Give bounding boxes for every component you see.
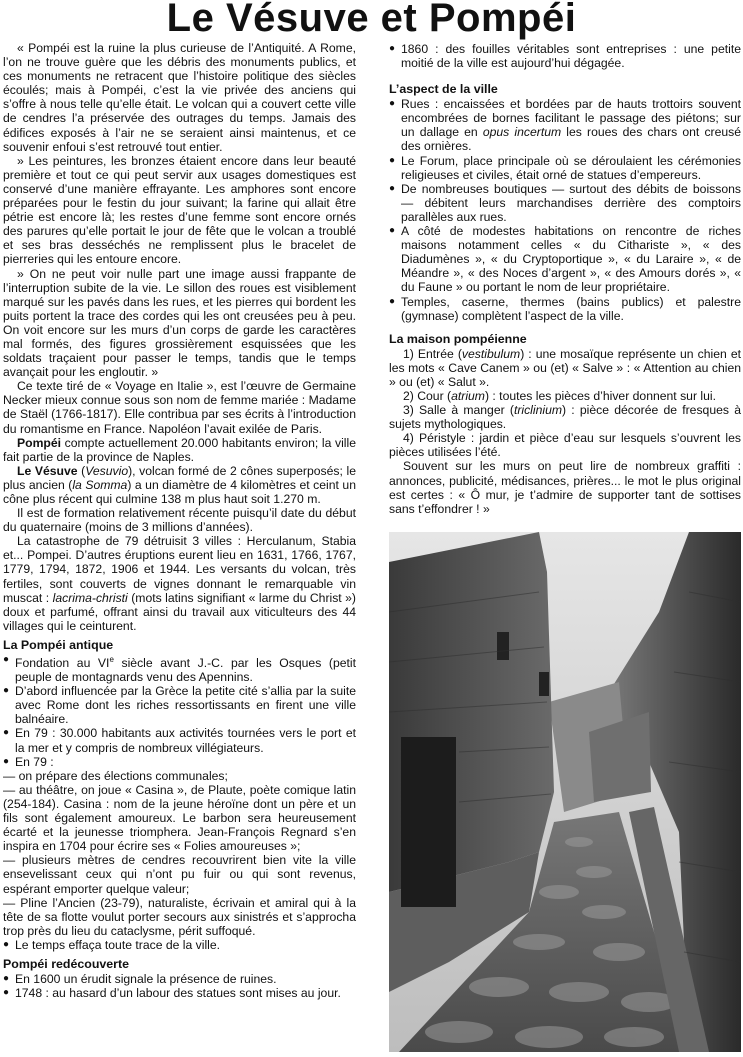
maison-item-3	[389, 403, 741, 431]
list-item	[3, 653, 356, 684]
m2-term: atrium	[451, 388, 485, 403]
m1-a: 1) Entrée (	[403, 346, 462, 361]
m1-b: ) : une mosaïque représente un chien et les mots « Cave Canem » ou (et) « Salve » : « Attention au chien » ou (et) « Salut ».	[389, 346, 741, 389]
pompei-paragraph	[3, 436, 356, 464]
list-item: ● D’abord influencée par la Grèce la petite cité s’allia par la suite avec Rome dont les riches ressortissants en firent une ville balnéaire.	[3, 684, 356, 726]
antique-b1-a: Fondation au VI	[15, 656, 110, 670]
graffiti-paragraph: Souvent sur les murs on peut lire de nombreux graffiti : annonces, publicité, médisances, prières... le mot le plus original est certes : « Ô mur, je t’admire de supporter tant de sottises sans t’effondrer ! »	[389, 459, 741, 516]
right-column	[389, 42, 741, 516]
vesuve-latin: Vesuvio	[85, 463, 129, 478]
aspect-heading: L’aspect de la ville	[389, 82, 498, 97]
source-paragraph: Ce texte tiré de « Voyage en Italie », est l’œuvre de Germaine Necker mieux connue sous son nom de femme mariée : Madame de Staël (1766-1817). Elle contribua par ses écrits à l’introduction du romantisme en France. Napoléon l’avait exilée de Paris.	[3, 379, 356, 436]
antique-heading: La Pompéi antique	[3, 637, 114, 652]
photo-drawing	[389, 532, 741, 1052]
list-item: ● 1860 : des fouilles véritables sont entreprises : une petite moitié de la ville est aujourd’hui dégagée.	[389, 42, 741, 70]
left-column	[3, 41, 356, 1000]
vesuve-text-a: (	[77, 463, 86, 478]
list-item: ● Le Forum, place principale où se déroulaient les cérémonies religieuses et civiles, était orné de statues d’empereurs.	[389, 154, 741, 182]
rues-text-b: les roues des chars ont creusé des ornières.	[401, 125, 742, 154]
m3-term: triclinium	[513, 403, 563, 418]
list-item: ● En 79 :	[3, 755, 356, 769]
vesuve-text-b: ), volcan formé de 2 cônes superposés; le plus ancien (	[3, 463, 356, 492]
m2-b: ) : toutes les pièces d’hiver donnent sur lui.	[484, 388, 716, 403]
list-item: ● Le temps effaça toute trace de la ville.	[3, 938, 356, 952]
catastrophe-text-b: (mots latins signifiant « larme du Christ ») doux et parfumé, offrant ainsi du travail aux viticulteurs des 44 villages qui le ceinturent.	[3, 590, 356, 633]
antique-b1-sup: e	[109, 654, 114, 664]
antique-list	[3, 653, 356, 769]
rues-term: opus incertum	[482, 125, 562, 140]
list-item: ● En 1600 un érudit signale la présence de ruines.	[3, 972, 356, 986]
vesuve-text-c: ) a un diamètre de 4 kilomètres et ceint un cône plus récent qui culmine 138 m plus haut soit 1.270 m.	[3, 477, 356, 506]
dash-item: — Pline l’Ancien (23-79), naturaliste, écrivain et amiral qui à la tête de sa flotte voulut porter secours aux sinistrés et s’approcha trop près du lieu du cataclysme, périt suffoqué.	[3, 895, 356, 938]
list-item: ● A côté de modestes habitations on rencontre de riches maisons notamment celles « du Cithariste », « des Diadumènes », « du Cryptoportique », « du Laraire », « de Méandre », « des Noces d’argent », « des Amours dorés », « du Faune » ou portant le nom de leur propriétaire.	[389, 224, 741, 294]
quote-paragraph-3: » On ne peut voir nulle part une image aussi frappante de l’interruption subite de la vie. Le sillon des roues est visiblement marqué sur les pavés dans les rues, et les pierres qui bordent les puits portent la trace des cordes qui les ont creusées peu à peu. On voit encore sur les murs d’un corps de garde les caractères mal formés, des figures grossièrement esquissées que les soldats traçaient pour passer le temps, tandis que le temps avançait pour les engloutir. »	[3, 266, 356, 380]
list-item: ● Temples, caserne, thermes (bains publics) et palestre (gymnase) complètent l’aspect de la ville.	[389, 295, 741, 323]
m2-a: 2) Cour (	[403, 388, 452, 403]
list-item: ● De nombreuses boutiques — surtout des débits de boissons — débitent leurs marchandises derrière des comptoirs parallèles aux rues.	[389, 182, 741, 224]
m3-b: ) : pièce décorée de fresques à sujets mythologiques.	[389, 403, 741, 432]
antique-list-end	[3, 938, 356, 952]
antique-b1-b: siècle avant J.-C. par les Osques (petit peuple de montagnards venu des Apennins.	[15, 656, 356, 685]
maison-item-4: 4) Péristyle : jardin et pièce d’eau sur lesquels s’ouvrent les pièces utilisées l’été.	[389, 431, 741, 460]
m1-term: vestibulum	[461, 346, 521, 361]
catastrophe-paragraph	[3, 534, 356, 633]
page-title: Le Vésuve et Pompéi	[166, 0, 577, 40]
dash-item: — au théâtre, on joue « Casina », de Plaute, poète comique latin (254-184). Casina : nom de la jeune héroïne dont un père et un fils sont également amoureux. Le barbon sera heureusement écarté et la jeunesse triomphera. Jean-François Regnard s’en inspira en 1704 pour écrire ses « Folies amoureuses »;	[3, 782, 356, 854]
redecouverte-heading: Pompéi redécouverte	[3, 956, 130, 971]
pompeii-street-photo	[389, 532, 741, 1052]
list-item	[389, 97, 741, 153]
rues-text-a: Rues : encaissées et bordées par de hauts trottoirs souvent encombrées de bornes facilitant le passage des piétons; sur un dallage en	[401, 97, 741, 140]
maison-heading: La maison pompéienne	[389, 331, 527, 346]
aspect-list	[389, 97, 741, 323]
redecouverte-list-cont	[389, 42, 741, 70]
maison-item-1	[389, 347, 741, 389]
vesuve-somma: la Somma	[72, 477, 128, 492]
list-item: ● 1748 : au hasard d’un labour des statues sont mises au jour.	[3, 986, 356, 1000]
vesuve-paragraph	[3, 464, 356, 506]
pompei-text: compte actuellement 20.000 habitants environ; la ville fait partie de la province de Naples.	[3, 435, 356, 464]
dash-item: — plusieurs mètres de cendres recouvrirent bien vite la ville ensevelissant ceux qui n’ont pu fuir ou qui sont revenus, espérant emporter quelque valeur;	[3, 853, 356, 896]
redecouverte-list	[3, 972, 356, 1000]
maison-item-2	[389, 389, 741, 403]
formation-paragraph: Il est de formation relativement récente puisqu’il date du début du quaternaire (moins de 3 millions d’années).	[3, 506, 356, 535]
list-item: ● En 79 : 30.000 habitants aux activités tournées vers le port et la mer et y compris de nombreux villégiateurs.	[3, 726, 356, 754]
quote-paragraph-2: » Les peintures, les bronzes étaient encore dans leur beauté première et tout ce qui peut servir aux usages domestiques est conservé d’une manière effrayante. Les amphores sont encore préparées pour le festin du jour suivant; la farine qui allait être pétrie est encore là; les restes d’une femme sont encore ornés des parures qu’elle portait le jour de fête que le volcan a troublé et ses bras desséchés ne remplissent plus le bracelet de pierreries qui les entoure encore.	[3, 153, 356, 267]
catastrophe-text-a: La catastrophe de 79 détruisit 3 villes : Herculanum, Stabia et... Pompei. D’autres éruptions eurent lieu en 1631, 1766, 1767, 1779, 1794, 1872, 1906 et 1944. Les versants du volcan, très fertiles, sont couverts de vignes donnant le remarquable vin muscat :	[3, 534, 356, 605]
vesuve-label: Le Vésuve	[17, 463, 78, 478]
dash-item: — on prépare des élections communales;	[3, 768, 228, 783]
quote-paragraph-1: « Pompéi est la ruine la plus curieuse de l’Antiquité. A Rome, l’on ne trouve guère que les débris des monuments publics, et ces monuments ne retracent que l’histoire politique des siècles écoulés; mais à Pompéi, c’est la vie privée des anciens qui s’offre à nous telle qu’elle était. Le volcan qui a couvert cette ville de cendres l’a préservée des outrages du temps. Jamais des édifices exposés à l’air ne se seraient ainsi maintenus, et ce souvenir enfoui s’est retrouvé tout entier.	[3, 41, 356, 154]
lacrima-term: lacrima-christi	[52, 590, 128, 605]
pompei-label: Pompéi	[17, 435, 62, 450]
m3-a: 3) Salle à manger (	[403, 403, 514, 418]
